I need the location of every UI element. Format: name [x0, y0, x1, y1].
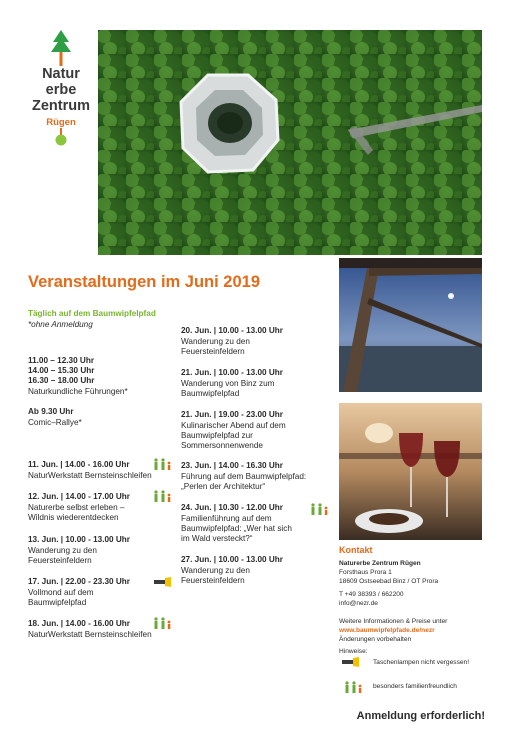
left-column [28, 309, 188, 649]
event-title: Feuersteinfeldern [28, 556, 92, 565]
event-date: 23. Jun. | 14.00 - 16.30 Uhr [181, 461, 283, 470]
tree-icon [50, 30, 72, 66]
event-title: Kulinarischer Abend auf dem [181, 421, 286, 430]
page-title: Veranstaltungen im Juni 2019 [28, 273, 260, 291]
contact-org: Naturerbe Zentrum Rügen [339, 560, 421, 567]
event-title: Baumwipfelpfad [181, 389, 240, 398]
wine-dinner-photo [339, 403, 482, 540]
contact-city: 18609 Ostseebad Binz / OT Prora [339, 578, 439, 586]
event-date: 27. Jun. | 10.00 - 13.00 Uhr [181, 555, 283, 564]
event-title: Baumwipfelpfad: „Wer hat sich [181, 524, 292, 533]
event-title: Feuersteinfeldern [181, 347, 245, 356]
event-title: Wanderung von Binz zum [181, 379, 275, 388]
contact-email[interactable]: info@nezr.de [339, 599, 378, 607]
tour-time-2: 14.00 – 15.30 Uhr [28, 366, 95, 375]
event-title: Feuersteinfeldern [181, 576, 245, 585]
event-title: Führung auf dem Baumwipfelpfad: [181, 472, 307, 481]
event-title: Wanderung zu den [181, 337, 250, 346]
middle-column [181, 326, 333, 585]
logo-dot-icon [54, 128, 68, 146]
event-title: Sommersonnenwende [181, 441, 263, 450]
comic-label: Comic–Rallye* [28, 418, 82, 427]
daily-heading: Täglich auf dem Baumwipfelpfad [28, 309, 156, 318]
event-title: NaturWerkstatt Bernsteinschleifen [28, 471, 152, 480]
family-icon [310, 503, 330, 515]
hint-family: besonders familienfreundlich [373, 683, 457, 690]
event-date: 24. Jun. | 10.30 - 12.00 Uhr [181, 503, 283, 512]
flashlight-icon [342, 657, 362, 667]
hint-flashlight: Taschenlampen nicht vergessen! [373, 659, 470, 666]
info-link[interactable]: www.baumwipfelpfade.de/nezr [339, 627, 435, 635]
event-title: Wildnis wiederentdecken [28, 513, 119, 522]
tours-label: Naturkundliche Führungen* [28, 387, 128, 396]
contact-phone: T +49 38393 / 662200 [339, 590, 404, 598]
logo-line-1: Natur [42, 66, 80, 82]
event-title: Baumwipfelpfad [28, 598, 87, 607]
changes-note: Änderungen vorbehalten [339, 636, 412, 644]
event-title: Wanderung zu den [28, 546, 97, 555]
family-icon [153, 458, 173, 470]
hints-label: Hinweise: [339, 647, 368, 655]
tower-dusk-photo [339, 258, 482, 392]
event-date: 11. Jun. | 14.00 - 16.00 Uhr [28, 460, 130, 469]
event-title: Familienführung auf dem [181, 514, 272, 523]
event-title: NaturWerkstatt Bernsteinschleifen [28, 630, 152, 639]
event-title: Wanderung zu den [181, 566, 250, 575]
tour-time-3: 16.30 – 18.00 Uhr [28, 376, 95, 385]
event-date: 20. Jun. | 10.00 - 13.00 Uhr [181, 326, 283, 335]
registration-required: Anmeldung erforderlich! [356, 710, 485, 722]
family-icon [153, 490, 173, 502]
event-title: Baumwipfelpfad zur [181, 431, 253, 440]
daily-note: *ohne Anmeldung [28, 320, 93, 329]
logo-line-3: Zentrum [32, 98, 90, 114]
event-title: im Wald versteckt?“ [181, 534, 253, 543]
logo [30, 30, 92, 146]
event-title: „Perlen der Architektur“ [181, 482, 266, 491]
event-date: 18. Jun. | 14.00 - 16.00 Uhr [28, 619, 130, 628]
event-date: 12. Jun. | 14.00 - 17.00 Uhr [28, 492, 130, 501]
family-icon [344, 681, 364, 693]
more-info-text: Weitere Informationen & Preise unter [339, 618, 448, 626]
flashlight-icon [154, 577, 174, 587]
event-title: Naturerbe selbst erleben – [28, 503, 125, 512]
tour-time-1: 11.00 – 12.30 Uhr [28, 356, 95, 365]
event-date: 13. Jun. | 10.00 - 13.00 Uhr [28, 535, 130, 544]
logo-line-2: erbe [45, 82, 77, 98]
event-date: 21. Jun. | 19.00 - 23.00 Uhr [181, 410, 283, 419]
logo-subtitle: Rügen [46, 117, 76, 128]
event-title: Vollmond auf dem [28, 588, 94, 597]
contact-street: Forsthaus Prora 1 [339, 569, 392, 577]
contact-block [339, 545, 487, 656]
family-icon [153, 617, 173, 629]
event-date: 21. Jun. | 10.00 - 13.00 Uhr [181, 368, 283, 377]
comic-time: Ab 9.30 Uhr [28, 407, 74, 416]
event-date: 17. Jun. | 22.00 - 23.30 Uhr [28, 577, 130, 586]
contact-heading: Kontakt [339, 545, 373, 555]
tower-aerial-photo [98, 30, 482, 255]
